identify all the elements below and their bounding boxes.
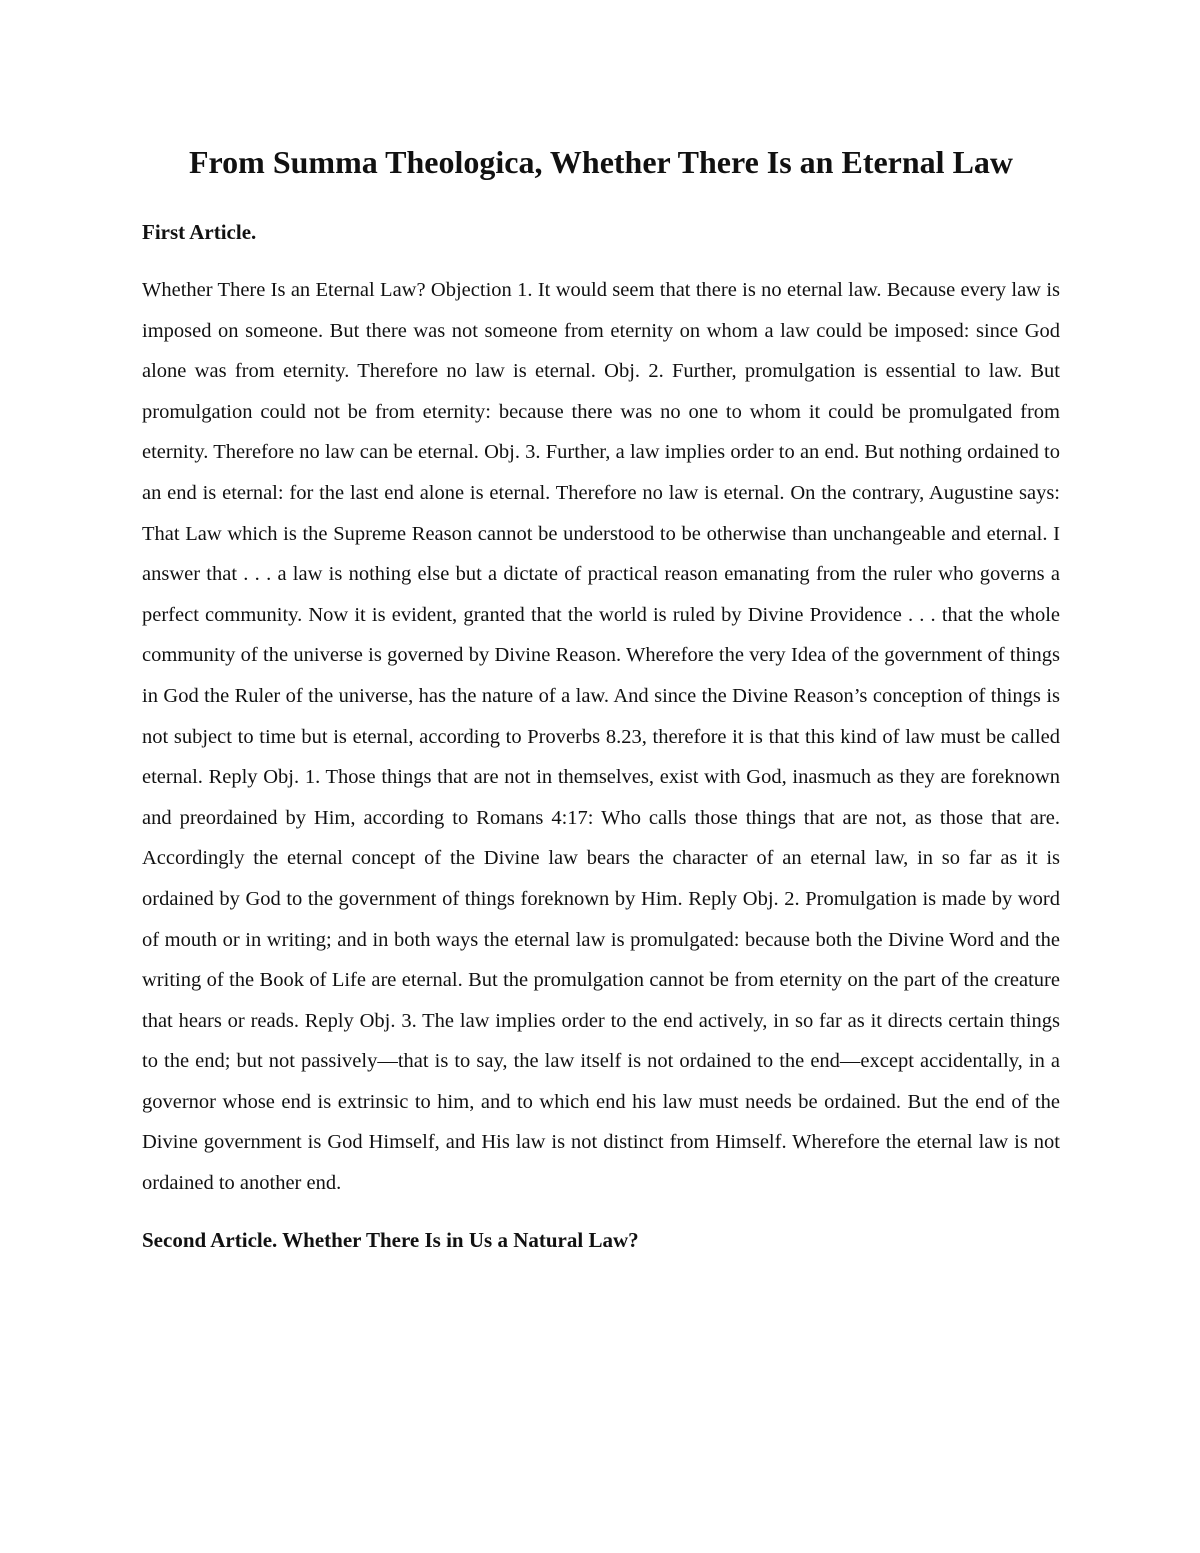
document-page [142,140,1060,1255]
first-article-heading: First Article. [142,220,257,244]
first-article-body: Whether There Is an Eternal Law? Objection 1. It would seem that there is no eternal law. Because every law is imposed on someone. But there was not someone from eternity on whom a law could be imposed: since God alone was from eternity. Therefore no law is eternal. Obj. 2. Further, promulgation is essential to law. But promulgation could not be from eternity: because there was no one to whom it could be promulgated from eternity. Therefore no law can be eternal. Obj. 3. Further, a law implies order to an end. But nothing ordained to an end is eternal: for the last end alone is eternal. Therefore no law is eternal. On the contrary, Augustine says: That Law which is the Supreme Reason cannot be understood to be otherwise than unchangeable and eternal. I answer that . . . a law is nothing else but a dictate of practical reason emanating from the ruler who governs a perfect community. Now it is evident, granted that the world is ruled by Divine Providence . . . that the whole community of the universe is governed by Divine Reason. Wherefore the very Idea of the government of things in God the Ruler of the universe, has the nature of a law. And since the Divine Reason’s conception of things is not subject to time but is eternal, according to Proverbs 8.23, therefore it is that this kind of law must be called eternal. Reply Obj. 1. Those things that are not in themselves, exist with God, inasmuch as they are foreknown and preordained by Him, according to Romans 4:17: Who calls those things that are not, as those that are. Accordingly the eternal concept of the Divine law bears the character of an eternal law, in so far as it is ordained by God to the government of things foreknown by Him. Reply Obj. 2. Promulgation is made by word of mouth or in writing; and in both ways the eternal law is promulgated: because both the Divine Word and the writing of the Book of Life are eternal. But the promulgation cannot be from eternity on the part of the creature that hears or reads. Reply Obj. 3. The law implies order to the end actively, in so far as it directs certain things to the end; but not passively—that is to say, the law itself is not ordained to the end—except accidentally, in a governor whose end is extrinsic to him, and to which end his law must needs be ordained. But the end of the Divine government is God Himself, and His law is not distinct from Himself. Wherefore the eternal law is not ordained to another end. [142,279,1060,1195]
page-title: From Summa Theologica, Whether There Is an Eternal Law [188,144,1014,180]
second-article-heading: Second Article. Whether There Is in Us a Natural Law? [142,1227,639,1252]
